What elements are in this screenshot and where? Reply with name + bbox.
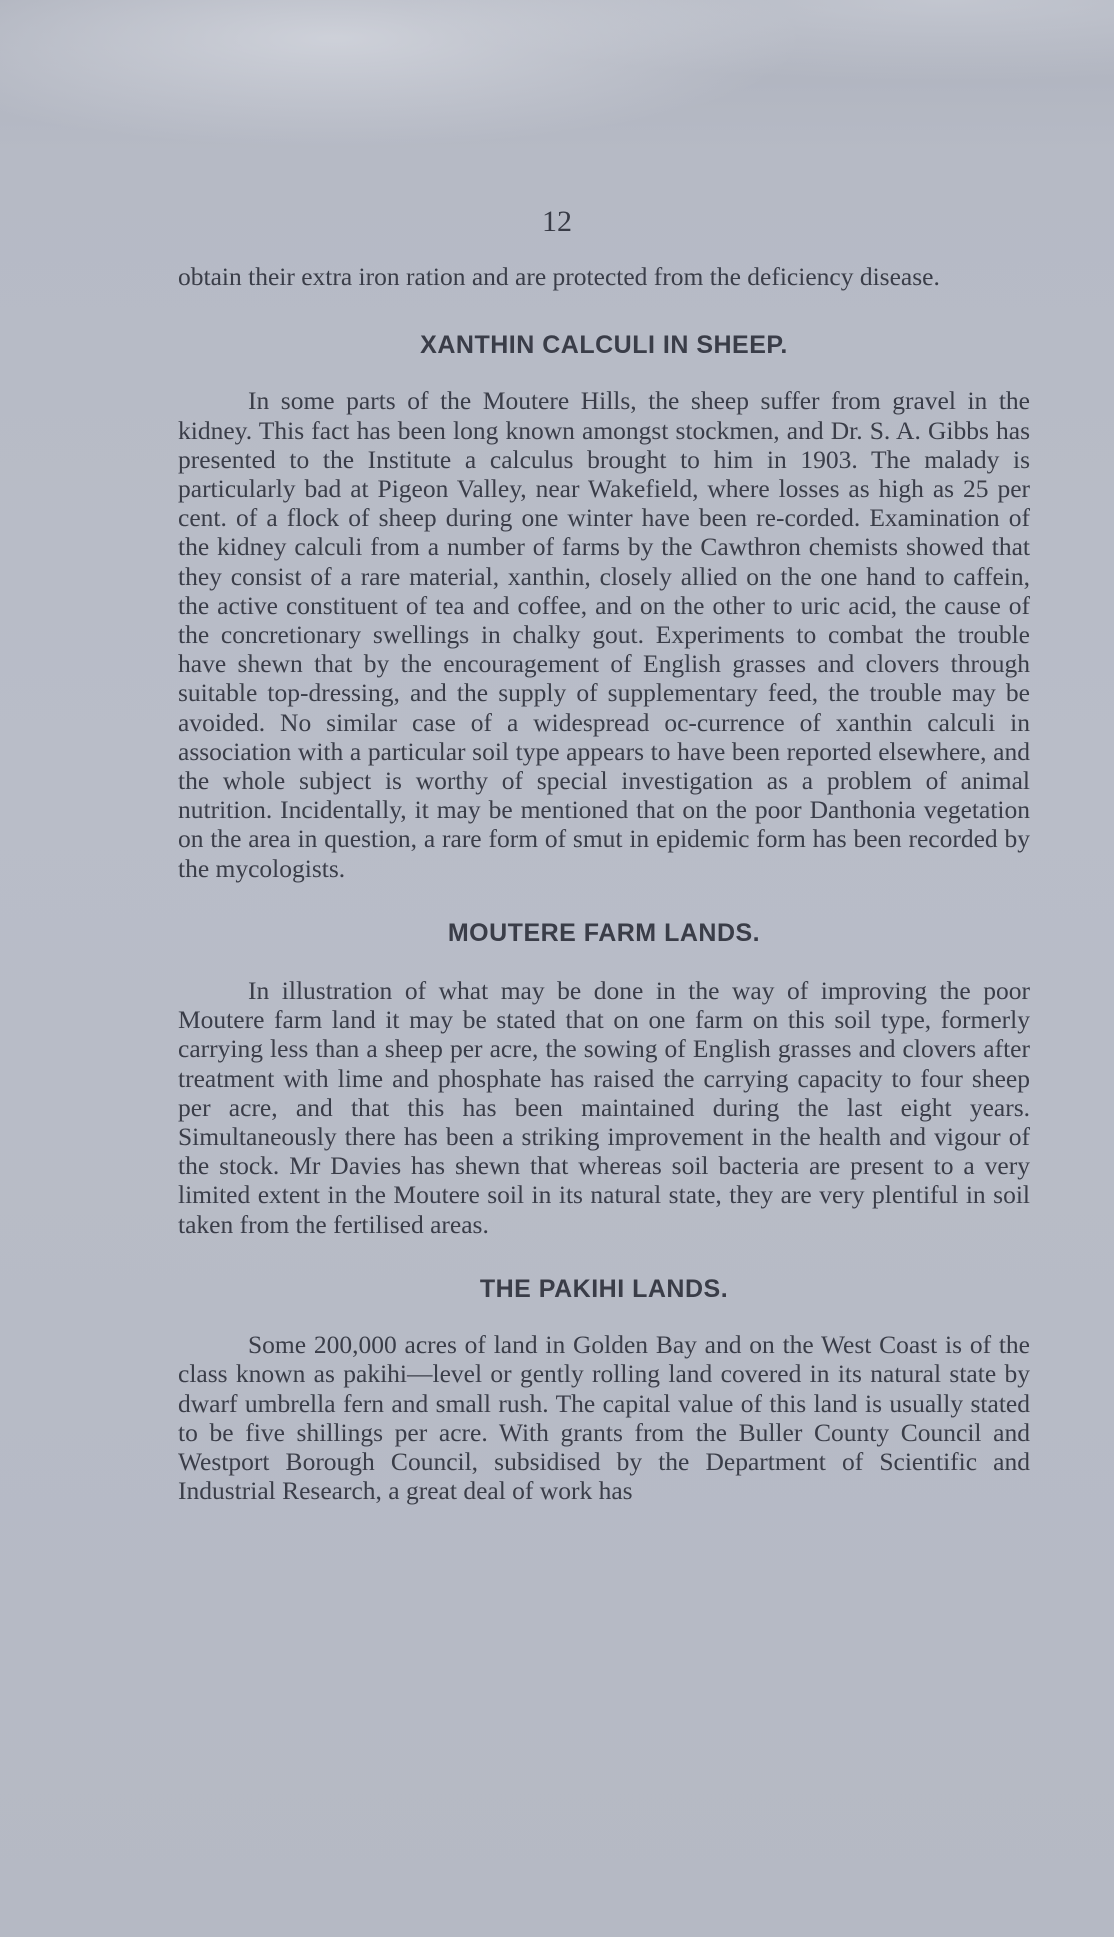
section-heading-xanthin: XANTHIN CALCULI IN SHEEP. (420, 331, 788, 360)
section-body-pakihi: Some 200,000 acres of land in Golden Bay and on the West Coast is of the class known as pakihi—level or gently rolling land covered in its natural state by dwarf umbrella fern and small rush. The capital value of this land is usually stated to be five shillings per acre. With grants from the Buller County Council and Westport Borough Council, subsidised by the Department of Scientific and Industrial Research, a great deal of work has (178, 1330, 1030, 1506)
section-heading-moutere: MOUTERE FARM LANDS. (447, 918, 761, 947)
section-body-moutere: In illustration of what may be done in the way of improving the poor Moutere farm land it may be stated that on one farm on this soil type, formerly carrying less than a sheep per acre, the sowing of English grasses and clovers after treatment with lime and phosphate has raised the carrying capacity to four sheep per acre, and that this has been maintained during the last eight years. Simultaneously there has been a striking improvement in the health and vigour of the stock. Mr Davies has shewn that whereas soil bacteria are present to a very limited extent in the Moutere soil in its natural state, they are very plentiful in soil taken from the fertilised areas. (178, 976, 1030, 1239)
page-body (178, 262, 1030, 1505)
section-heading-pakihi: THE PAKIHI LANDS. (479, 1274, 729, 1303)
continuation-paragraph: obtain their extra iron ration and are protected from the deficiency disease. (178, 262, 940, 291)
section-body-xanthin: In some parts of the Moutere Hills, the sheep suffer from gravel in the kidney. This fact has been long known amongst stockmen, and Dr. S. A. Gibbs has presented to the Institute a calculus brought to him in 1903. The malady is particularly bad at Pigeon Valley, near Wakefield, where losses as high as 25 per cent. of a flock of sheep during one winter have been re-corded. Examination of the kidney calculi from a number of farms by the Cawthron chemists showed that they consist of a rare material, xanthin, closely allied on the one hand to caffein, the active constituent of tea and coffee, and on the other to uric acid, the cause of the concretionary swellings in chalky gout. Experiments to combat the trouble have shewn that by the encouragement of English grasses and clovers through suitable top-dressing, and the supply of supplementary feed, the trouble may be avoided. No similar case of a widespread oc-currence of xanthin calculi in association with a particular soil type appears to have been reported elsewhere, and the whole subject is worthy of special investigation as a problem of animal nutrition. Incidentally, it may be mentioned that on the poor Danthonia vegetation on the area in question, a rare form of smut in epidemic form has been recorded by the mycologists. (178, 386, 1030, 883)
page-number: 12 (542, 205, 572, 238)
